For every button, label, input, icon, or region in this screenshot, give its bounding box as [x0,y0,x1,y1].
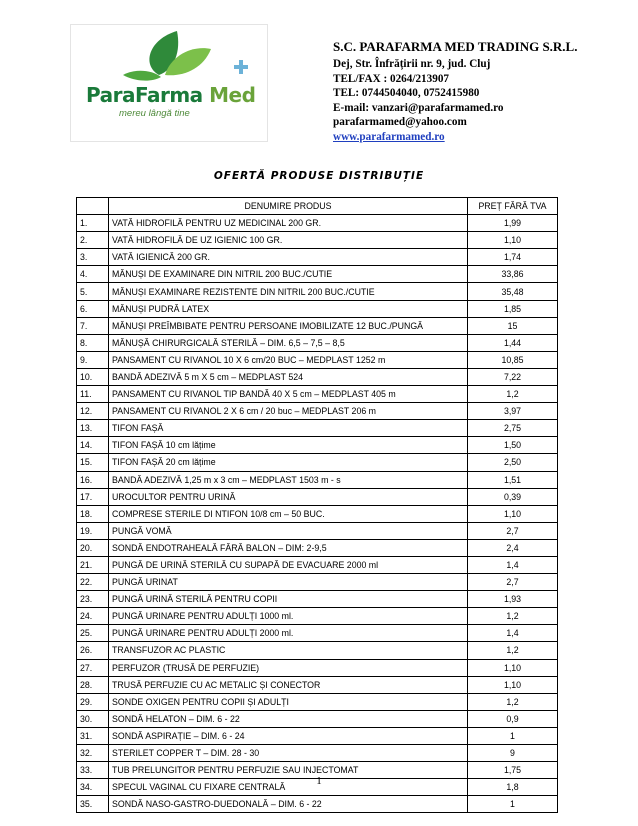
product-price: 1,75 [468,762,558,779]
table-row [77,727,558,744]
table-row [77,454,558,471]
table-row [77,693,558,710]
product-name: BANDĂ ADEZIVĂ 5 m X 5 cm – MEDPLAST 524 [109,368,468,385]
row-number: 2. [77,232,109,249]
company-email: E-mail: vanzari@parafarmamed.ro [333,101,504,114]
product-name: SONDE OXIGEN PENTRU COPII ȘI ADULȚI [109,693,468,710]
table-row [77,386,558,403]
product-name: SONDĂ ASPIRAȚIE – DIM. 6 - 24 [109,727,468,744]
table-row [77,300,558,317]
product-price: 1,10 [468,676,558,693]
products-table [76,197,558,813]
table-row [77,317,558,334]
product-price: 7,22 [468,368,558,385]
company-website-link[interactable]: www.parafarmamed.ro [333,130,445,143]
table-row [77,249,558,266]
row-number: 24. [77,608,109,625]
product-price: 1 [468,796,558,813]
row-number: 17. [77,488,109,505]
product-price: 1,93 [468,591,558,608]
company-phone: TEL: 0744504040, 0752415980 [333,87,480,100]
product-price: 10,85 [468,351,558,368]
product-name: MĂNUȘI PUDRĂ LATEX [109,300,468,317]
product-name: BANDĂ ADEZIVĂ 1,25 m x 3 cm – MEDPLAST 1503 m - s [109,471,468,488]
table-row [77,556,558,573]
product-price: 1,99 [468,215,558,232]
table-row [77,505,558,522]
product-name: TIFON FAȘĂ 10 cm lățime [109,437,468,454]
table-row [77,591,558,608]
row-number: 26. [77,642,109,659]
product-price: 1,2 [468,608,558,625]
product-name: PANSAMENT CU RIVANOL TIP BANDĂ 40 X 5 cm – MEDPLAST 405 m [109,386,468,403]
product-name: VATĂ IGIENICĂ 200 GR. [109,249,468,266]
row-number: 3. [77,249,109,266]
product-name: COMPRESE STERILE DI NTIFON 10/8 cm – 50 BUC. [109,505,468,522]
row-number: 10. [77,368,109,385]
row-number: 31. [77,727,109,744]
row-number: 14. [77,437,109,454]
product-name: PUNGĂ DE URINĂ STERILĂ CU SUPAPĂ DE EVACUARE 2000 ml [109,556,468,573]
product-price: 1 [468,727,558,744]
row-number: 7. [77,317,109,334]
table-row [77,437,558,454]
product-name: MĂNUȘĂ CHIRURGICALĂ STERILĂ – DIM. 6,5 – 7,5 – 8,5 [109,334,468,351]
row-number: 1. [77,215,109,232]
table-row [77,368,558,385]
row-number: 16. [77,471,109,488]
product-price: 3,97 [468,403,558,420]
product-price: 2,7 [468,522,558,539]
header-product-name: DENUMIRE PRODUS [109,198,468,215]
table-row [77,608,558,625]
product-name: STERILET COPPER T – DIM. 28 - 30 [109,745,468,762]
table-row [77,488,558,505]
table-row [77,283,558,300]
row-number: 5. [77,283,109,300]
product-name: UROCULTOR PENTRU URINĂ [109,488,468,505]
product-price: 1,8 [468,779,558,796]
row-number: 22. [77,574,109,591]
row-number: 28. [77,676,109,693]
product-name: PUNGĂ URINARE PENTRU ADULȚI 1000 ml. [109,608,468,625]
product-price: 1,10 [468,232,558,249]
row-number: 32. [77,745,109,762]
product-price: 1,85 [468,300,558,317]
row-number: 29. [77,693,109,710]
product-price: 1,74 [468,249,558,266]
table-row [77,539,558,556]
company-info [333,39,577,145]
product-price: 2,50 [468,454,558,471]
row-number: 4. [77,266,109,283]
product-price: 33,86 [468,266,558,283]
product-name: TRANSFUZOR AC PLASTIC [109,642,468,659]
product-price: 1,2 [468,386,558,403]
product-name: TRUSĂ PERFUZIE CU AC METALIC ȘI CONECTOR [109,676,468,693]
logo-wordmark: ParaFarma Med [86,83,256,107]
table-row [77,642,558,659]
table-row [77,403,558,420]
product-price: 0,9 [468,710,558,727]
product-name: PERFUZOR (TRUSĂ DE PERFUZIE) [109,659,468,676]
table-row [77,471,558,488]
row-number: 15. [77,454,109,471]
row-number: 21. [77,556,109,573]
header-price: PREȚ FĂRĂ TVA [468,198,558,215]
product-price: 1,2 [468,642,558,659]
product-price: 1,4 [468,556,558,573]
table-row [77,676,558,693]
product-name: MĂNUȘI PREÎMBIBATE PENTRU PERSOANE IMOBILIZATE 12 BUC./PUNGĂ [109,317,468,334]
row-number: 19. [77,522,109,539]
row-number: 20. [77,539,109,556]
row-number: 13. [77,420,109,437]
header-nr [77,198,109,215]
table-row [77,796,558,813]
table-row [77,745,558,762]
table-row [77,710,558,727]
product-price: 1,10 [468,659,558,676]
row-number: 30. [77,710,109,727]
row-number: 34. [77,779,109,796]
product-price: 1,50 [468,437,558,454]
row-number: 33. [77,762,109,779]
product-name: PANSAMENT CU RIVANOL 2 X 6 cm / 20 buc – MEDPLAST 206 m [109,403,468,420]
product-price: 1,2 [468,693,558,710]
product-price: 2,4 [468,539,558,556]
table-row [77,522,558,539]
row-number: 35. [77,796,109,813]
product-price: 1,44 [468,334,558,351]
table-row [77,266,558,283]
product-price: 1,51 [468,471,558,488]
product-name: MĂNUȘI EXAMINARE REZISTENTE DIN NITRIL 200 BUC./CUTIE [109,283,468,300]
table-row [77,334,558,351]
row-number: 23. [77,591,109,608]
product-name: PUNGĂ VOMĂ [109,522,468,539]
product-name: PUNGĂ URINARE PENTRU ADULȚI 2000 ml. [109,625,468,642]
company-name: S.C. PARAFARMA MED TRADING S.R.L. [333,39,578,54]
table-row [77,659,558,676]
table-row [77,574,558,591]
product-price: 35,48 [468,283,558,300]
product-name: PANSAMENT CU RIVANOL 10 X 6 cm/20 BUC – MEDPLAST 1252 m [109,351,468,368]
product-price: 1,10 [468,505,558,522]
table-header-row [77,198,558,215]
product-name: TIFON FAȘĂ [109,420,468,437]
product-name: SONDĂ ENDOTRAHEALĂ FĂRĂ BALON – DIM: 2-9,5 [109,539,468,556]
company-logo [70,24,268,142]
row-number: 25. [77,625,109,642]
row-number: 11. [77,386,109,403]
logo-tagline: mereu lângă tine [119,108,190,119]
row-number: 18. [77,505,109,522]
product-name: SONDĂ HELATON – DIM. 6 - 22 [109,710,468,727]
product-name: PUNGĂ URINAT [109,574,468,591]
company-address: Dej, Str. Înfrățirii nr. 9, jud. Cluj [333,58,491,70]
page-number: 1 [316,775,322,787]
product-name: TIFON FAȘĂ 20 cm lățime [109,454,468,471]
product-name: MĂNUȘI DE EXAMINARE DIN NITRIL 200 BUC./CUTIE [109,266,468,283]
product-price: 2,7 [468,574,558,591]
product-price: 9 [468,745,558,762]
product-price: 1,4 [468,625,558,642]
row-number: 27. [77,659,109,676]
table-row [77,215,558,232]
company-email-secondary: parafarmamed@yahoo.com [333,116,467,129]
table-row [77,351,558,368]
product-price: 0,39 [468,488,558,505]
company-telfax: TEL/FAX : 0264/213907 [333,72,450,85]
row-number: 6. [77,300,109,317]
product-price: 15 [468,317,558,334]
row-number: 9. [77,351,109,368]
product-name: VATĂ HIDROFILĂ DE UZ IGIENIC 100 GR. [109,232,468,249]
product-name: SPECUL VAGINAL CU FIXARE CENTRALĂ [109,779,468,796]
table-row [77,232,558,249]
product-name: PUNGĂ URINĂ STERILĂ PENTRU COPII [109,591,468,608]
product-price: 2,75 [468,420,558,437]
table-row [77,625,558,642]
row-number: 8. [77,334,109,351]
product-name: SONDĂ NASO-GASTRO-DUEDONALĂ – DIM. 6 - 22 [109,796,468,813]
row-number: 12. [77,403,109,420]
product-name: VATĂ HIDROFILĂ PENTRU UZ MEDICINAL 200 GR. [109,215,468,232]
product-name: TUB PRELUNGITOR PENTRU PERFUZIE SAU INJECTOMAT [109,762,468,779]
table-row [77,420,558,437]
document-title: OFERTĂ PRODUSE DISTRIBUȚIE [213,170,425,182]
